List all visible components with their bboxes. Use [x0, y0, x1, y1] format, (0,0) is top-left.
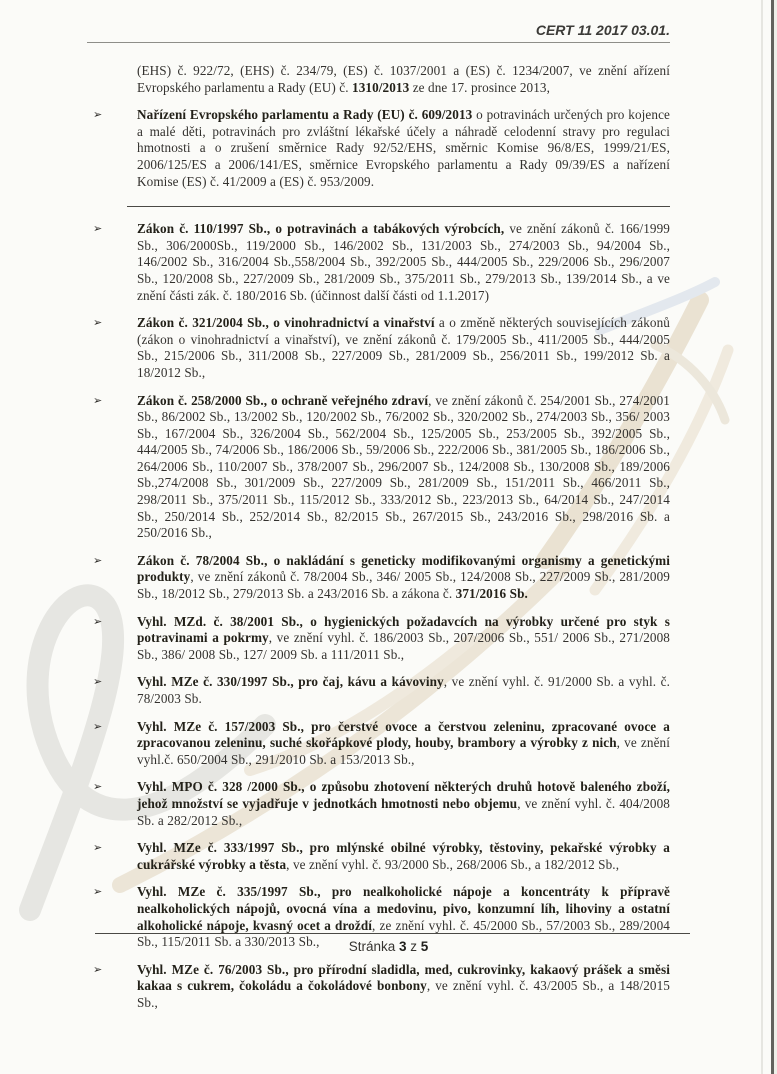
reference-body-text: ze dne 17. prosince 2013, [409, 79, 550, 95]
reference-body-text: , ve znění vyhl. č. 91/2000 Sb. a vyhl. č. 78/2003 Sb. [137, 674, 670, 706]
list-item [93, 315, 670, 381]
arrow-bullet-icon: ➢ [93, 780, 103, 794]
footer-rule [95, 933, 690, 934]
reference-title-text: 1310/2013 [352, 79, 410, 95]
reference-title-text: Zákon č. 258/2000 Sb., o ochraně veřejného zdraví [137, 392, 429, 408]
list-item [93, 221, 670, 304]
legal-references-list [93, 63, 671, 1012]
header-rule [87, 42, 670, 43]
reference-body-text: (EHS) č. 922/72, (EHS) č. 234/79, (ES) č. 1037/2001 a (ES) č. 1234/2007, ve znění ařízení Evropského parlamentu a Rady (EU) č. [137, 63, 670, 95]
reference-title-text: Vyhl. MZd. č. 38/2001 Sb., o hygienických požadavcích na výrobky určené pro styk s potravinami a pokrmy [137, 613, 670, 646]
page-label-of: z [410, 938, 418, 954]
arrow-bullet-icon: ➢ [93, 675, 103, 689]
page-label-prefix: Stránka [348, 938, 396, 954]
reference-title-text: 371/2016 Sb. [455, 586, 528, 602]
section-separator-rule [127, 206, 670, 207]
reference-title-text: Nařízení Evropského parlamentu a Rady (EU) č. 609/2013 [137, 107, 473, 123]
reference-title-text: Vyhl. MZe č. 333/1997 Sb., pro mlýnské obilné výrobky, těstoviny, pekařské výrobky a cukrářské výrobky a těsta [137, 840, 670, 872]
arrow-bullet-icon: ➢ [93, 108, 103, 122]
page-number-current: 3 [398, 938, 407, 954]
reference-body-text: , ve znění zákonů č. 78/2004 Sb., 346/ 2005 Sb., 124/2008 Sb., 227/2009 Sb., 281/2009 Sb., 18/2012 Sb., 279/2013 Sb. a 243/2016 Sb. a zákona č. [137, 569, 670, 602]
reference-body-text: , ve znění vyhl. č. 404/2008 Sb. a 282/2012 Sb., [137, 795, 670, 828]
reference-body-text: , ve znění vyhl. č. 43/2005 Sb., a 148/2015 Sb., [137, 978, 671, 1010]
page-header [0, 0, 777, 43]
reference-title-text: Zákon č. 78/2004 Sb., o nakládání s geneticky modifikovanými organismy a genetickými produkty [137, 552, 670, 585]
arrow-bullet-icon: ➢ [93, 393, 103, 407]
arrow-bullet-icon: ➢ [93, 553, 103, 567]
reference-body-text: , ve znění zákonů č. 254/2001 Sb., 274/2001 Sb., 86/2002 Sb., 13/2002 Sb., 120/2002 Sb., 76/2002 Sb., 320/2002 Sb., 274/2003 Sb., 356/ 2003 Sb., 167/2004 Sb., 326/2004 Sb., 562/2004 Sb., 125/2005 Sb., 253/2005 Sb., 392/2005 Sb., 444/2005 Sb., 74/2006 Sb., 186/2006 Sb., 59/2006 Sb., 222/2006 Sb., 381/2005 Sb., 186/2006 Sb., 264/2006 Sb., 110/2007 Sb., 378/2007 Sb., 296/2007 Sb., 124/2008 Sb., 130/2008 Sb., 189/2006 Sb.,274/2008 Sb., 301/2009 Sb., 227/2009 Sb., 281/2009 Sb., 151/2011 Sb., 466/2011 Sb., 298/2011 Sb., 375/2011 Sb., 115/2012 Sb., 333/2012 Sb., 223/2013 Sb., 64/2014 Sb., 247/2014 Sb., 250/2014 Sb., 252/2014 Sb., 82/2015 Sb., 267/2015 Sb., 243/2016 Sb., 298/2016 Sb. a 250/2016 Sb., [137, 392, 670, 541]
arrow-bullet-icon: ➢ [93, 719, 103, 733]
reference-body-text: ve znění zákonů č. 166/1999 Sb., 306/2000Sb., 119/2000 Sb., 146/2002 Sb., 131/2003 Sb., 274/2003 Sb., 94/2004 Sb., 146/2002 Sb., 316/2004 Sb.,558/2004 Sb., 392/2005 Sb., 444/2005 Sb., 229/2006 Sb., 296/2007 Sb., 120/2008 Sb., 227/2009 Sb., 281/2009 Sb., 375/2011 Sb., 279/2013 Sb., 139/2014 Sb., a ve znění části zák. č. 180/2016 Sb. (účinnost další části od 1.1.2017) [137, 221, 670, 303]
reference-body-text: , ve znění vyhl. č. 186/2003 Sb., 207/2006 Sb., 551/ 2006 Sb., 271/2008 Sb., 386/ 2008 Sb., 127/ 2009 Sb. a 111/2011 Sb., [137, 630, 671, 662]
arrow-bullet-icon: ➢ [93, 614, 103, 628]
arrow-bullet-icon: ➢ [93, 316, 103, 330]
page-footer [0, 933, 777, 1012]
reference-title-text: Vyhl. MZe č. 157/2003 Sb., pro čerstvé ovoce a čerstvou zeleninu, zpracované ovoce a zpracovanou zeleninu, suché skořápkové plody, houby, brambory a výrobky z nich [137, 718, 670, 751]
reference-body-text: , ze znění vyhl. č. 45/2000 Sb., 57/2003 Sb., 289/2004 Sb., 115/2011 Sb. a 330/2013 Sb., [137, 917, 670, 950]
page-number-total: 5 [420, 938, 429, 954]
reference-body-text: , ve znění vyhl.č. 650/2004 Sb., 291/2010 Sb. a 153/2013 Sb., [137, 735, 670, 767]
document-code: CERT 11 2017 03.01. [535, 22, 670, 38]
page-number-label [0, 939, 777, 1012]
reference-title-text: Vyhl. MZe č. 76/2003 Sb., pro přírodní sladidla, med, cukrovinky, kakaový prášek a směsi kakaa s cukrem, čokoládu a čokoládové bonbony [137, 961, 670, 994]
list-item [93, 779, 670, 829]
continuation-paragraph [137, 63, 670, 96]
reference-title-text: Zákon č. 321/2004 Sb., o vinohradnictví a vinařství [137, 315, 435, 331]
list-item [93, 840, 670, 873]
reference-body-text: a o změně některých souvisejících zákonů (zákon o vinohradnictví a vinařství), ve znění zákonů č. 179/2005 Sb., 411/2005 Sb., 444/2005 Sb., 215/2006 Sb., 311/2008 Sb., 227/2009 Sb., 281/2009 Sb., 256/2011 Sb., 199/2012 Sb. a 18/2012 Sb., [137, 315, 670, 380]
list-item [93, 674, 670, 707]
arrow-bullet-icon: ➢ [93, 841, 103, 855]
reference-body-text: o potravinách určených pro kojence a malé děti, potravinách pro zvláštní lékařské účely a náhradě celodenní stravy pro regulaci hmotnosti a o zrušení směrnice Rady 92/52/EHS, směrnic Komise 96/8/ES, 1999/21/ES, 2006/125/ES a 2006/141/ES, směrnice Evropského parlamentu a Rady 09/39/ES a nařízení Komise (ES) č. 41/2009 a (ES) č. 953/2009. [137, 107, 670, 189]
list-item [93, 552, 670, 603]
reference-title-text: Vyhl. MZe č. 330/1997 Sb., pro čaj, kávu a kávoviny [137, 674, 444, 690]
reference-title-text: Vyhl. MZe č. 335/1997 Sb., pro nealkoholické nápoje a koncentráty k přípravě nealkoholických nápojů, ovocná vína a medovinu, pivo, konzumní líh, lihoviny a ostatní alkoholické nápoje, kvasný ocet a droždí [137, 884, 670, 933]
list-item [93, 613, 671, 664]
arrow-bullet-icon: ➢ [93, 885, 103, 899]
list-item [93, 392, 670, 542]
list-item [93, 107, 670, 190]
arrow-bullet-icon: ➢ [93, 222, 103, 236]
arrow-bullet-icon: ➢ [93, 962, 103, 976]
reference-title-text: Zákon č. 110/1997 Sb., o potravinách a tabákových výrobcích, [137, 221, 505, 237]
reference-title-text: Vyhl. MPO č. 328 /2000 Sb., o způsobu zhotovení některých druhů hotově baleného zboží, jehož množství se vyjadřuje v jednotkách hmotnosti nebo objemu [137, 779, 670, 811]
list-item [93, 718, 670, 769]
reference-body-text: , ve znění vyhl. č. 93/2000 Sb., 268/2006 Sb., a 182/2012 Sb., [286, 856, 620, 872]
